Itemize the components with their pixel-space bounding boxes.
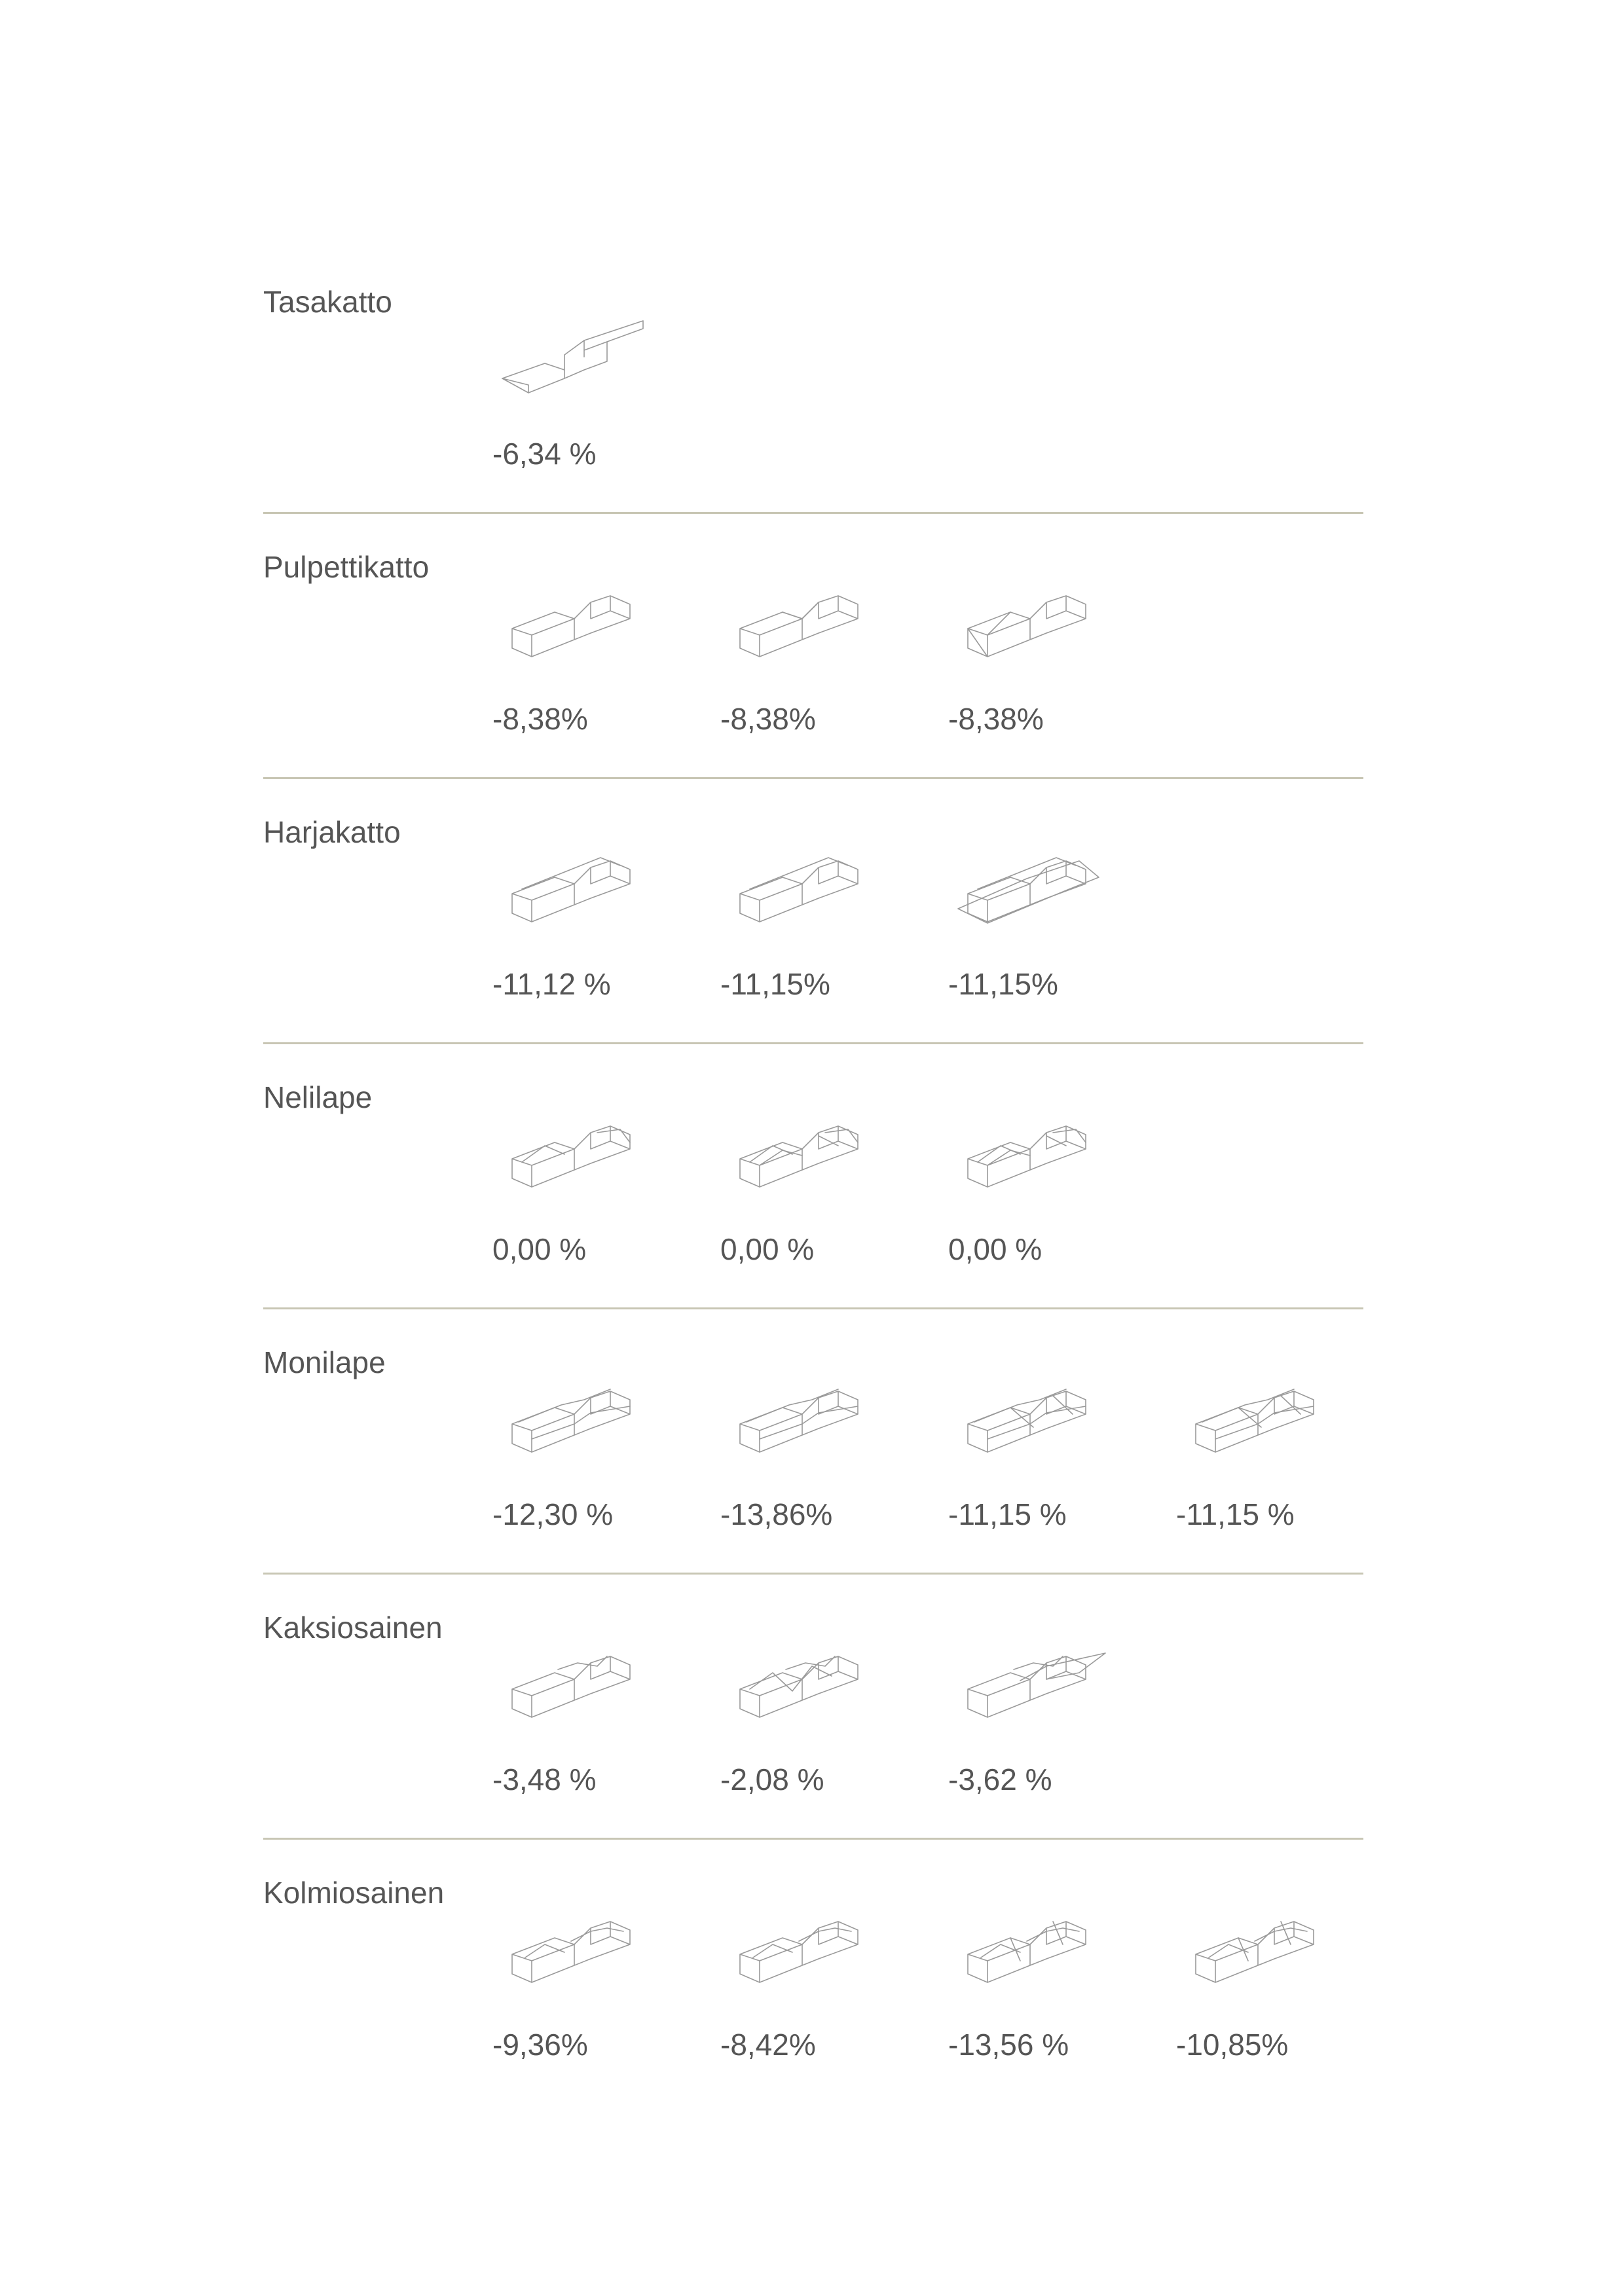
roof-variant-value: -12,30 % <box>492 1497 614 1531</box>
three-part-roof-icon <box>948 1892 1112 2003</box>
roof-type-row <box>263 1846 1363 2111</box>
gable-roof-icon <box>948 831 1112 943</box>
multi-pitch-roof-icon <box>492 1362 656 1473</box>
roof-variant-item <box>492 1362 702 1545</box>
three-part-roof-icon <box>1176 1892 1340 2003</box>
roof-variant-value: -11,15 % <box>948 1497 1067 1531</box>
multi-pitch-roof-icon <box>1176 1362 1340 1473</box>
roof-type-title: Harjakatto <box>263 815 401 849</box>
two-part-roof-icon <box>492 1627 656 1738</box>
roof-variant-value: -11,15% <box>720 967 830 1001</box>
roof-variant-item <box>1176 1892 1386 2075</box>
roof-type-title: Nelilape <box>263 1080 373 1114</box>
roof-variant-value: -9,36% <box>492 2028 588 2062</box>
shed-roof-icon <box>492 566 656 678</box>
roof-variant-item <box>492 1892 702 2075</box>
roof-type-title: Pulpettikatto <box>263 550 430 584</box>
gable-roof-icon <box>720 831 884 943</box>
roof-variant-item <box>492 1627 702 1810</box>
roof-variant-value: 0,00 % <box>720 1232 815 1266</box>
roof-variant-item <box>492 1097 702 1280</box>
roof-variant-value: -8,42% <box>720 2028 816 2062</box>
multi-pitch-roof-icon <box>948 1362 1112 1473</box>
roof-variant-item <box>492 301 702 484</box>
hip-roof-icon <box>948 1097 1112 1208</box>
flat-roof-icon <box>492 301 656 412</box>
shed-roof-icon <box>720 566 884 678</box>
row-divider <box>263 1838 1363 1840</box>
roof-variant-value: -11,15 % <box>1176 1497 1295 1531</box>
roof-variant-item <box>720 1362 930 1545</box>
roof-variant-item <box>492 831 702 1015</box>
roof-variant-item <box>492 566 702 750</box>
row-divider <box>263 1307 1363 1309</box>
roof-type-row <box>263 1051 1363 1316</box>
roof-type-row <box>263 1581 1363 1846</box>
row-divider <box>263 512 1363 514</box>
roof-variant-item <box>1176 1362 1386 1545</box>
roof-type-row <box>263 786 1363 1051</box>
roof-variant-item <box>720 1627 930 1810</box>
roof-type-title: Kolmiosainen <box>263 1876 445 1910</box>
roof-type-title: Monilape <box>263 1345 386 1379</box>
roof-type-title: Tasakatto <box>263 285 392 319</box>
roof-variant-value: -6,34 % <box>492 437 597 471</box>
roof-type-title: Kaksiosainen <box>263 1611 443 1645</box>
roof-variant-item <box>948 1892 1158 2075</box>
roof-variant-item <box>948 831 1158 1015</box>
hip-roof-icon <box>720 1097 884 1208</box>
roof-variant-value: -13,86% <box>720 1497 833 1531</box>
roof-variant-item <box>720 566 930 750</box>
multi-pitch-roof-icon <box>720 1362 884 1473</box>
roof-variant-item <box>720 1097 930 1280</box>
hip-roof-icon <box>492 1097 656 1208</box>
roof-variant-value: -13,56 % <box>948 2028 1069 2062</box>
roof-variant-value: -3,62 % <box>948 1762 1052 1796</box>
roof-variant-value: -3,48 % <box>492 1762 597 1796</box>
roof-type-row <box>263 520 1363 786</box>
roof-variant-value: -10,85% <box>1176 2028 1289 2062</box>
roof-variant-item <box>948 566 1158 750</box>
row-divider <box>263 777 1363 779</box>
shed-roof-icon <box>948 566 1112 678</box>
two-part-roof-icon <box>720 1627 884 1738</box>
roof-variant-value: 0,00 % <box>492 1232 587 1266</box>
roof-variant-item <box>720 1892 930 2075</box>
roof-type-row <box>263 255 1363 520</box>
roof-variant-value: -2,08 % <box>720 1762 824 1796</box>
roof-type-row <box>263 1316 1363 1581</box>
roof-variant-value: -11,12 % <box>492 967 611 1001</box>
roof-variant-item <box>948 1627 1158 1810</box>
row-divider <box>263 1573 1363 1575</box>
three-part-roof-icon <box>720 1892 884 2003</box>
roof-variant-item <box>948 1097 1158 1280</box>
roof-variant-value: 0,00 % <box>948 1232 1043 1266</box>
roof-variant-value: -11,15% <box>948 967 1058 1001</box>
three-part-roof-icon <box>492 1892 656 2003</box>
roof-variant-value: -8,38% <box>720 702 816 736</box>
roof-variant-value: -8,38% <box>492 702 588 736</box>
row-divider <box>263 1042 1363 1044</box>
two-part-roof-icon <box>948 1627 1112 1738</box>
roof-variant-item <box>720 831 930 1015</box>
gable-roof-icon <box>492 831 656 943</box>
roof-variant-value: -8,38% <box>948 702 1044 736</box>
roof-variant-item <box>948 1362 1158 1545</box>
